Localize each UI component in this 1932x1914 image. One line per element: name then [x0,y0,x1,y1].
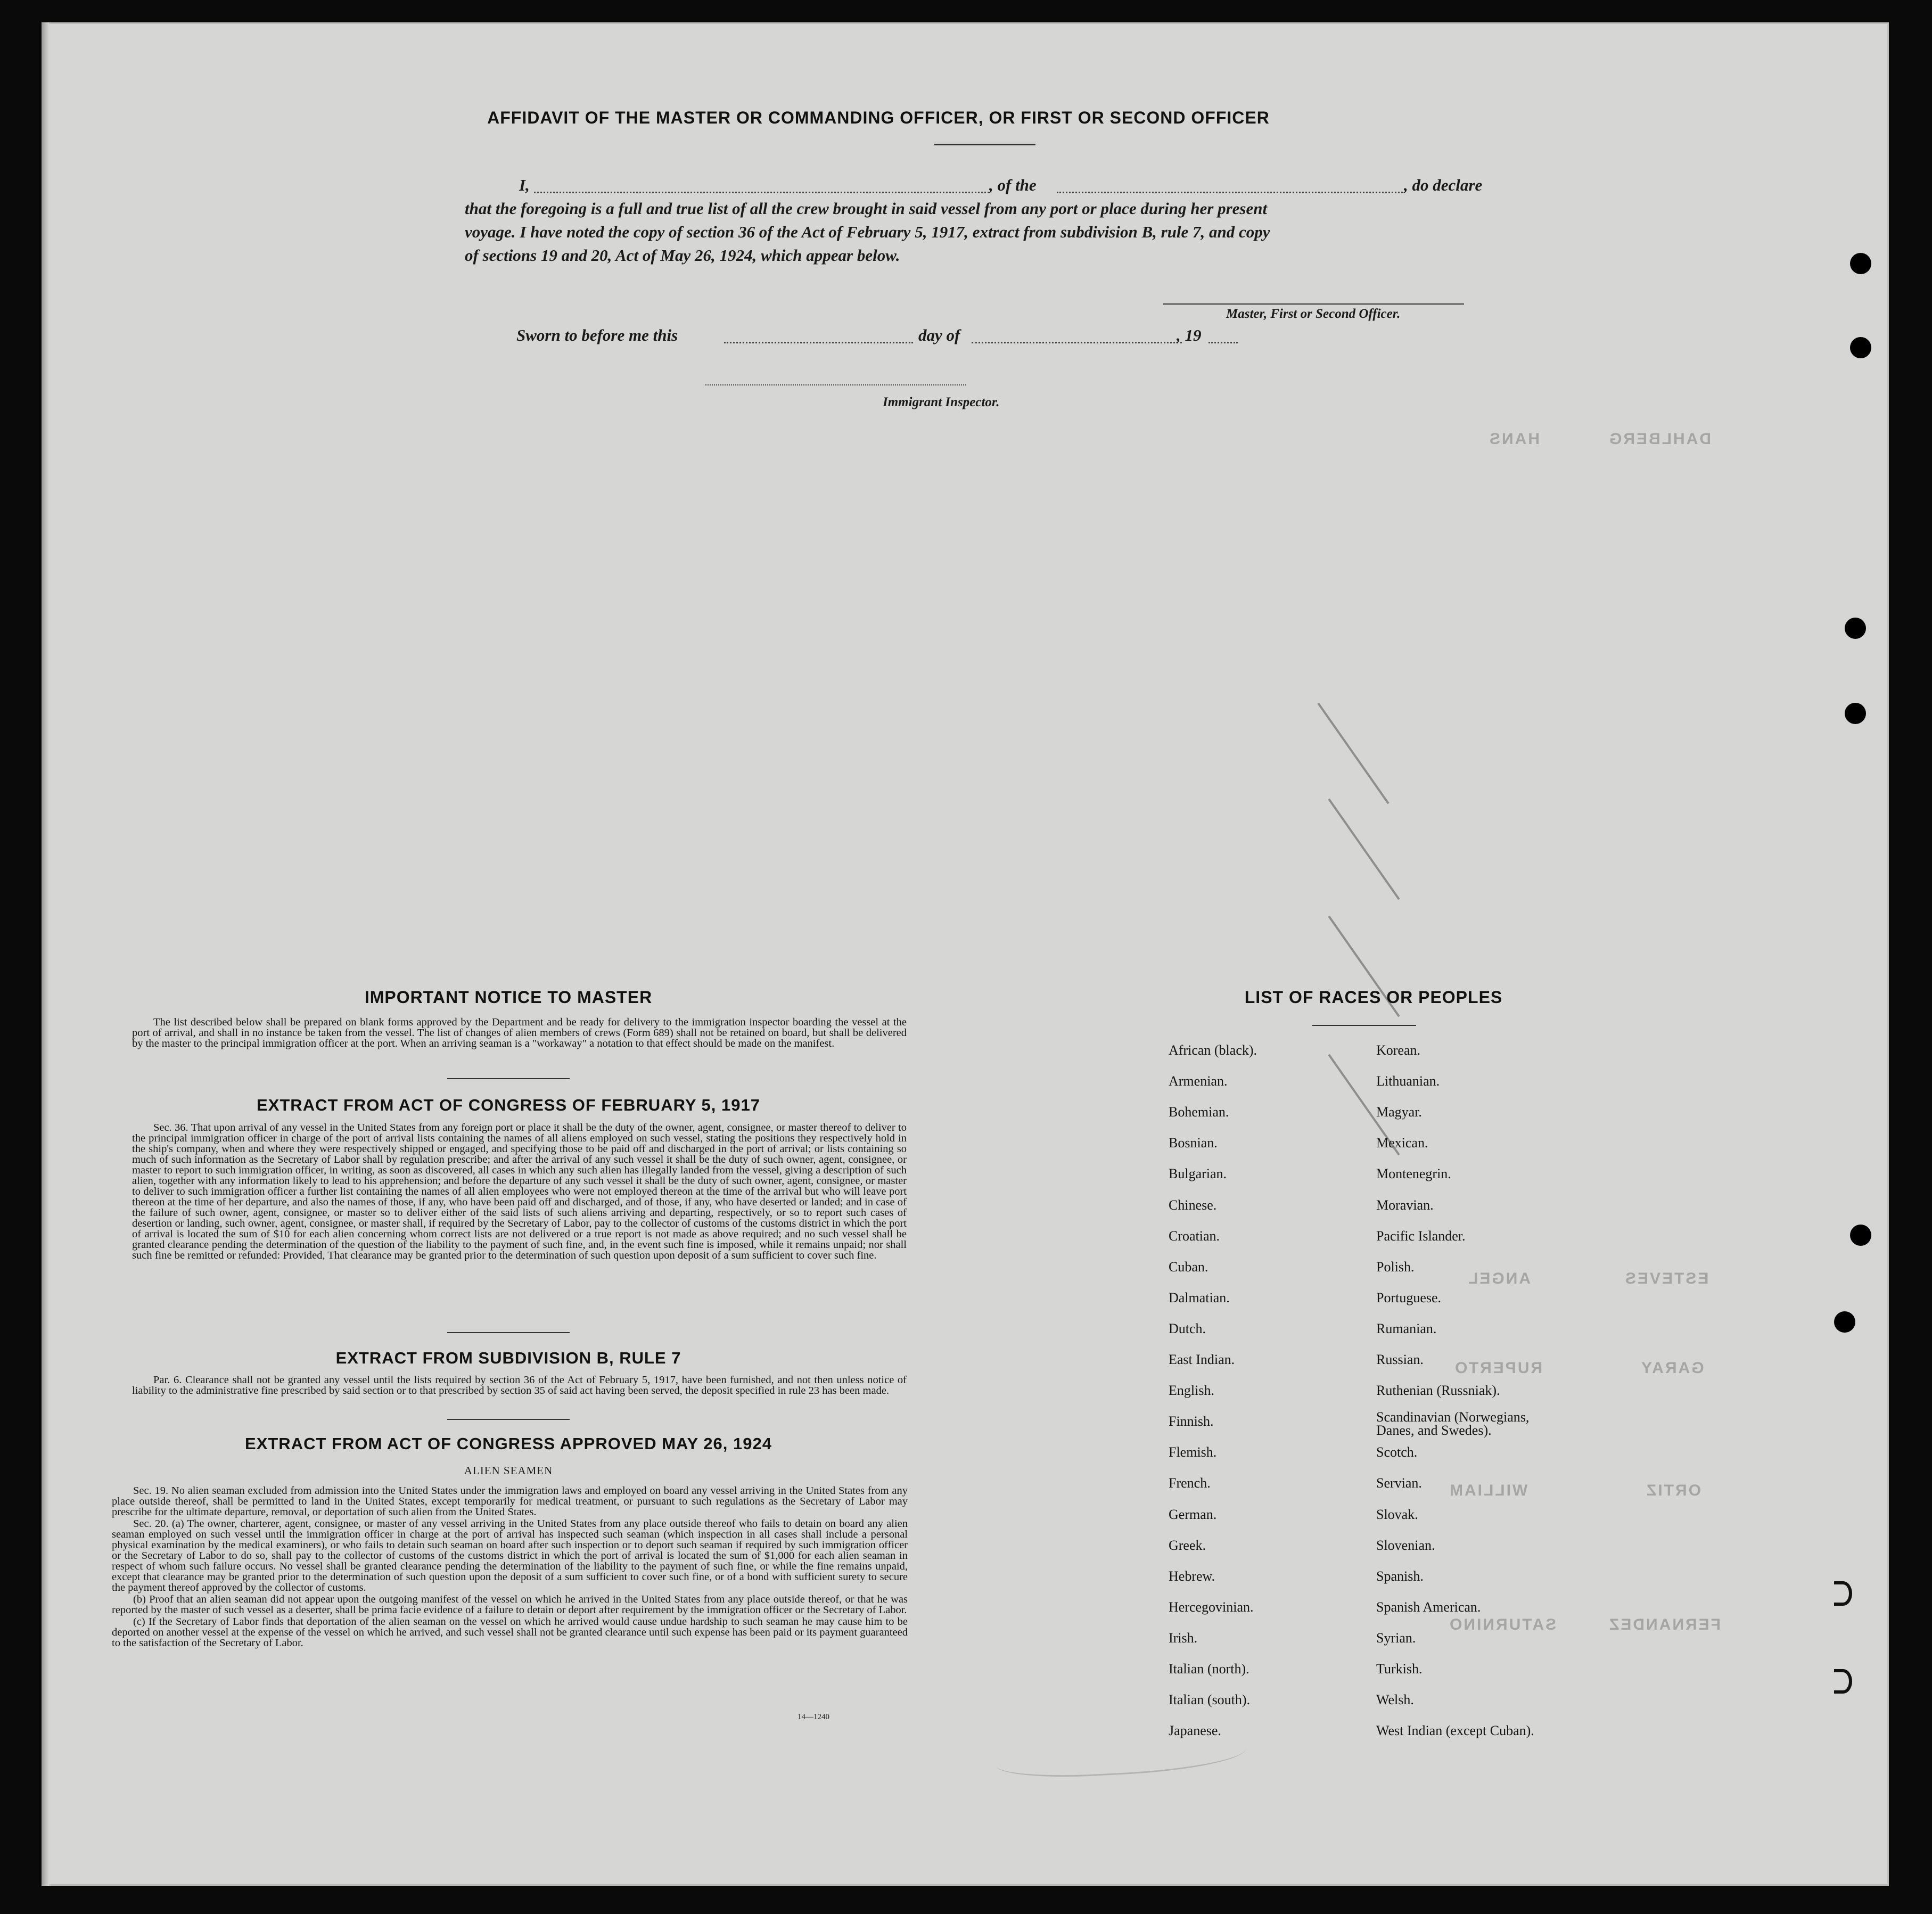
races-title-underline [1312,1025,1416,1026]
race-item: English. [1169,1383,1214,1399]
section-20b-text: (b) Proof that an alien seaman did not appear upon the outgoing manifest of the vessel on which he arrived in the United States from any place outside thereof, or that he was reported by the master of such vessel as a deserter, shall be prima facie evidence of a failure to detain or deport after requirement by the immigration officer or the Secretary of Labor. [112,1593,908,1616]
race-item: Syrian. [1376,1630,1416,1646]
binder-hole [1845,618,1866,639]
race-item: Greek. [1169,1537,1206,1553]
race-item: Russian. [1376,1352,1424,1367]
section-20a-text: Sec. 20. (a) The owner, charterer, agent, consignee, or master of any vessel arriving in the United States from any place outside thereof who fails to detain on board any alien seaman employed on such vessel until the immigration officer in charge at the port of arrival has inspected such seaman (which inspection in all cases shall include a personal physical examination by the medical examiners), or who fails to detain such seaman on board after such inspection or to deport such seaman if required by such immigration officer or the Secretary of Labor to do so, shall pay to the collector of customs of the customs district in which the port of arrival is located the sum of $1,000 for each alien seaman in respect of whom such failure occurs. No vessel shall be granted clearance pending the determination of the liability to the payment of such fine, or while the fine remains unpaid, except that clearance may be granted prior to the determination of such question upon the deposit of a sum sufficient to cover such fine, or of a bond with sufficient surety to secure the payment thereof approved by the collector of customs. [112,1518,908,1593]
extract-1917-text: Sec. 36. That upon arrival of any vessel in the United States from any foreign port or place it shall be the duty of the owner, agent, consignee, or master thereof to deliver to the principal immigration officer in charge of the port of arrival lists containing the names of all aliens employed on such vessel, stating the positions they respectively hold in the ship's company, when and where they were respectively shipped or engaged, and specifying those to be paid off and discharged in the port of arrival; or lists containing so much of such information as the Secretary of Labor shall by regulation prescribe; and after the arrival of any such vessel it shall be the duty of such owner, agent, consignee, or master to report to such immigration officer, in writing, as soon as discovered, all cases in which any such alien has illegally landed from the vessel, giving a description of such alien, together with any information likely to lead to his apprehension; and before the departure of any such vessel it shall be the duty of such owner, agent, consignee, or master to deliver to such immigration officer a further list containing the names of all alien employees who were not employed thereon at the time of the arrival but who will leave port thereon at the time of her departure, and also the names of those, if any, who have been paid off and discharged, and of those, if any, who have deserted or landed; and in case of the failure of such owner, agent, consignee, or master so to deliver either of the said lists of such aliens arriving and departing, respectively, or so to report such cases of desertion or landing, such owner, agent, consignee, or master shall, if required by the Secretary of Labor, pay to the collector of customs of the customs district in which the port of arrival is located the sum of $10 for each alien concerning whom correct lists are not delivered or a true report is not made as above required; and no such vessel shall be granted clearance pending the determination of the question of the liability to the payment of such fine, and, in the event such fine is imposed, while it remains unpaid; nor shall such fine be remitted or refunded: Provided, That clearance may be granted prior to the determination of such question upon deposit of a sum sufficient to cover such fine. [132,1122,907,1261]
extract-rule7-text: Par. 6. Clearance shall not be granted any vessel until the lists required by section 36 of the Act of February 5, 1917, have been furnished, and not then unless notice of liability to the administrative fine prescribed by said section or to that prescribed by section 35 of said act having been served, the deposit specified in rule 23 has been made. [132,1374,907,1397]
bleed-through-text: DAHLBERG [1608,430,1711,448]
race-item: Japanese. [1169,1723,1221,1739]
title-underline [934,144,1035,145]
race-item: Slovenian. [1376,1537,1435,1553]
race-item: Servian. [1376,1475,1422,1491]
bleed-through-text: ESTEVES [1624,1270,1709,1287]
section-20c-text: (c) If the Secretary of Labor finds that deportation of the alien seaman on the vessel on which he arrived would cause undue hardship to such seaman he may cause him to be deported on another vessel at the expense of the vessel on which he arrived, and such vessel shall not be granted clearance until such expense has been paid or its payment guaranteed to the satisfaction of the Secretary of Labor. [112,1616,908,1649]
race-item: Armenian. [1169,1073,1228,1089]
race-item: Bohemian. [1169,1104,1229,1120]
race-item: Bosnian. [1169,1135,1218,1151]
races-title: LIST OF RACES OR PEOPLES [1244,988,1503,1007]
race-item: Turkish. [1376,1661,1423,1677]
race-item: French. [1169,1475,1211,1491]
race-item: Slovak. [1376,1506,1418,1522]
section-divider [447,1419,570,1420]
bleed-through-text: FERNANDEZ [1608,1616,1721,1633]
declarant-label: I, [519,176,530,194]
form-number: 14—1240 [798,1713,829,1721]
race-item: Flemish. [1169,1444,1217,1460]
race-item: Mexican. [1376,1135,1428,1151]
race-item: Spanish. [1376,1568,1424,1584]
race-item: Spanish American. [1376,1599,1481,1615]
master-signature-label: Master, First or Second Officer. [1226,307,1401,321]
alien-seamen-subtitle: ALIEN SEAMEN [464,1464,553,1477]
race-item: East Indian. [1169,1352,1235,1367]
section-divider [447,1078,570,1079]
race-item: Croatian. [1169,1228,1220,1244]
race-item: Chinese. [1169,1197,1217,1213]
bleed-through-text: WILLIAM [1448,1482,1528,1499]
extract-rule7-title: EXTRACT FROM SUBDIVISION B, RULE 7 [335,1349,681,1367]
race-item: Magyar. [1376,1104,1422,1120]
race-item: Ruthenian (Russniak). [1376,1383,1500,1399]
bleed-through-text: RUPERTO [1453,1359,1543,1377]
master-signature-line[interactable] [1163,303,1464,305]
binder-hole [1834,1311,1855,1333]
bleed-through-text: HANS [1488,430,1540,448]
section-divider [447,1332,570,1333]
race-item: Hebrew. [1169,1568,1215,1584]
binder-hole [1850,337,1871,358]
binder-hole-partial [1834,1581,1852,1606]
binder-hole [1845,703,1866,724]
binder-hole [1850,253,1871,274]
bleed-through-text: SATURNINO [1448,1616,1557,1633]
sworn-label: Sworn to before me this [516,326,678,344]
notice-title: IMPORTANT NOTICE TO MASTER [364,988,653,1007]
year-field[interactable] [1208,342,1238,343]
declare-label: , do declare [1404,176,1483,194]
race-item: West Indian (except Cuban). [1376,1723,1534,1739]
race-item: German. [1169,1506,1217,1522]
race-item: Pacific Islander. [1376,1228,1466,1244]
race-item: Polish. [1376,1259,1415,1275]
sworn-day-field[interactable] [724,342,913,343]
race-item: Welsh. [1376,1692,1414,1708]
year-label: , 19 [1177,326,1202,344]
affidavit-text-line: of sections 19 and 20, Act of May 26, 1924, which appear below. [465,246,900,265]
race-item: Cuban. [1169,1259,1208,1275]
race-item: Dalmatian. [1169,1289,1230,1305]
notice-text: The list described below shall be prepared on blank forms approved by the Department and be ready for delivery to the immigration inspector boarding the vessel at the port of arrival, and shall in no instance be taken from the vessel. The list of changes of alien members of crews (Form 689) shall not be retained on board, but shall be delivered by the master to the principal immigration officer at the port. When an arriving seaman is a "workaway" a notation to that effect should be made on the manifest. [132,1016,907,1049]
bleed-through-text: ORTIZ [1645,1482,1701,1499]
extract-1924-title: EXTRACT FROM ACT OF CONGRESS APPROVED MAY 26, 1924 [245,1434,772,1453]
inspector-label: Immigrant Inspector. [883,395,1000,409]
affidavit-title: AFFIDAVIT OF THE MASTER OR COMMANDING OFFICER, OR FIRST OR SECOND OFFICER [487,108,1270,127]
page-edge-shadow [42,22,49,1886]
race-item: Scotch. [1376,1444,1418,1460]
race-item: Moravian. [1376,1197,1434,1213]
vessel-label: , of the [989,176,1037,194]
race-item: Italian (south). [1169,1692,1251,1708]
race-item: Scandinavian (Norwegians, Danes, and Swedes). [1376,1409,1530,1439]
race-item: Irish. [1169,1630,1198,1646]
extract-1917-title: EXTRACT FROM ACT OF CONGRESS OF FEBRUARY 5, 1917 [257,1096,760,1114]
race-item: Korean. [1376,1042,1421,1058]
section-19-text: Sec. 19. No alien seaman excluded from admission into the United States under the immigration laws and employed on board any vessel arriving in the United States from any place outside thereof, shall be permitted to land in the United States, except temporarily for medical treatment, or pursuant to such regulations as the Secretary of Labor may prescribe for the ultimate departure, removal, or deportation of such alien from the United States. [112,1485,908,1518]
vessel-field[interactable] [1057,192,1403,193]
binder-hole [1850,1225,1871,1246]
bleed-through-text: GARAY [1640,1359,1704,1377]
extract-1924-text [112,1485,908,1649]
day-of-label: day of [918,326,960,344]
race-item: Lithuanian. [1376,1073,1440,1089]
inspector-signature-line[interactable] [705,384,966,385]
race-item: Montenegrin. [1376,1166,1451,1182]
binder-hole-partial [1834,1669,1852,1694]
race-item: Bulgarian. [1169,1166,1227,1182]
race-item: Rumanian. [1376,1320,1437,1336]
race-item: African (black). [1169,1042,1257,1058]
declarant-field[interactable] [534,192,989,193]
race-item: Dutch. [1169,1320,1206,1336]
bleed-through-text: ANGEL [1467,1270,1531,1287]
affidavit-text-line: that the foregoing is a full and true list of all the crew brought in said vessel from any port or place during her present [465,199,1268,218]
race-item: Portuguese. [1376,1289,1442,1305]
race-item: Finnish. [1169,1414,1214,1430]
race-item: Italian (north). [1169,1661,1249,1677]
race-item: Hercegovinian. [1169,1599,1254,1615]
month-field[interactable] [972,342,1182,343]
affidavit-text-line: voyage. I have noted the copy of section 36 of the Act of February 5, 1917, extract from subdivision B, rule 7, and copy [465,223,1270,241]
